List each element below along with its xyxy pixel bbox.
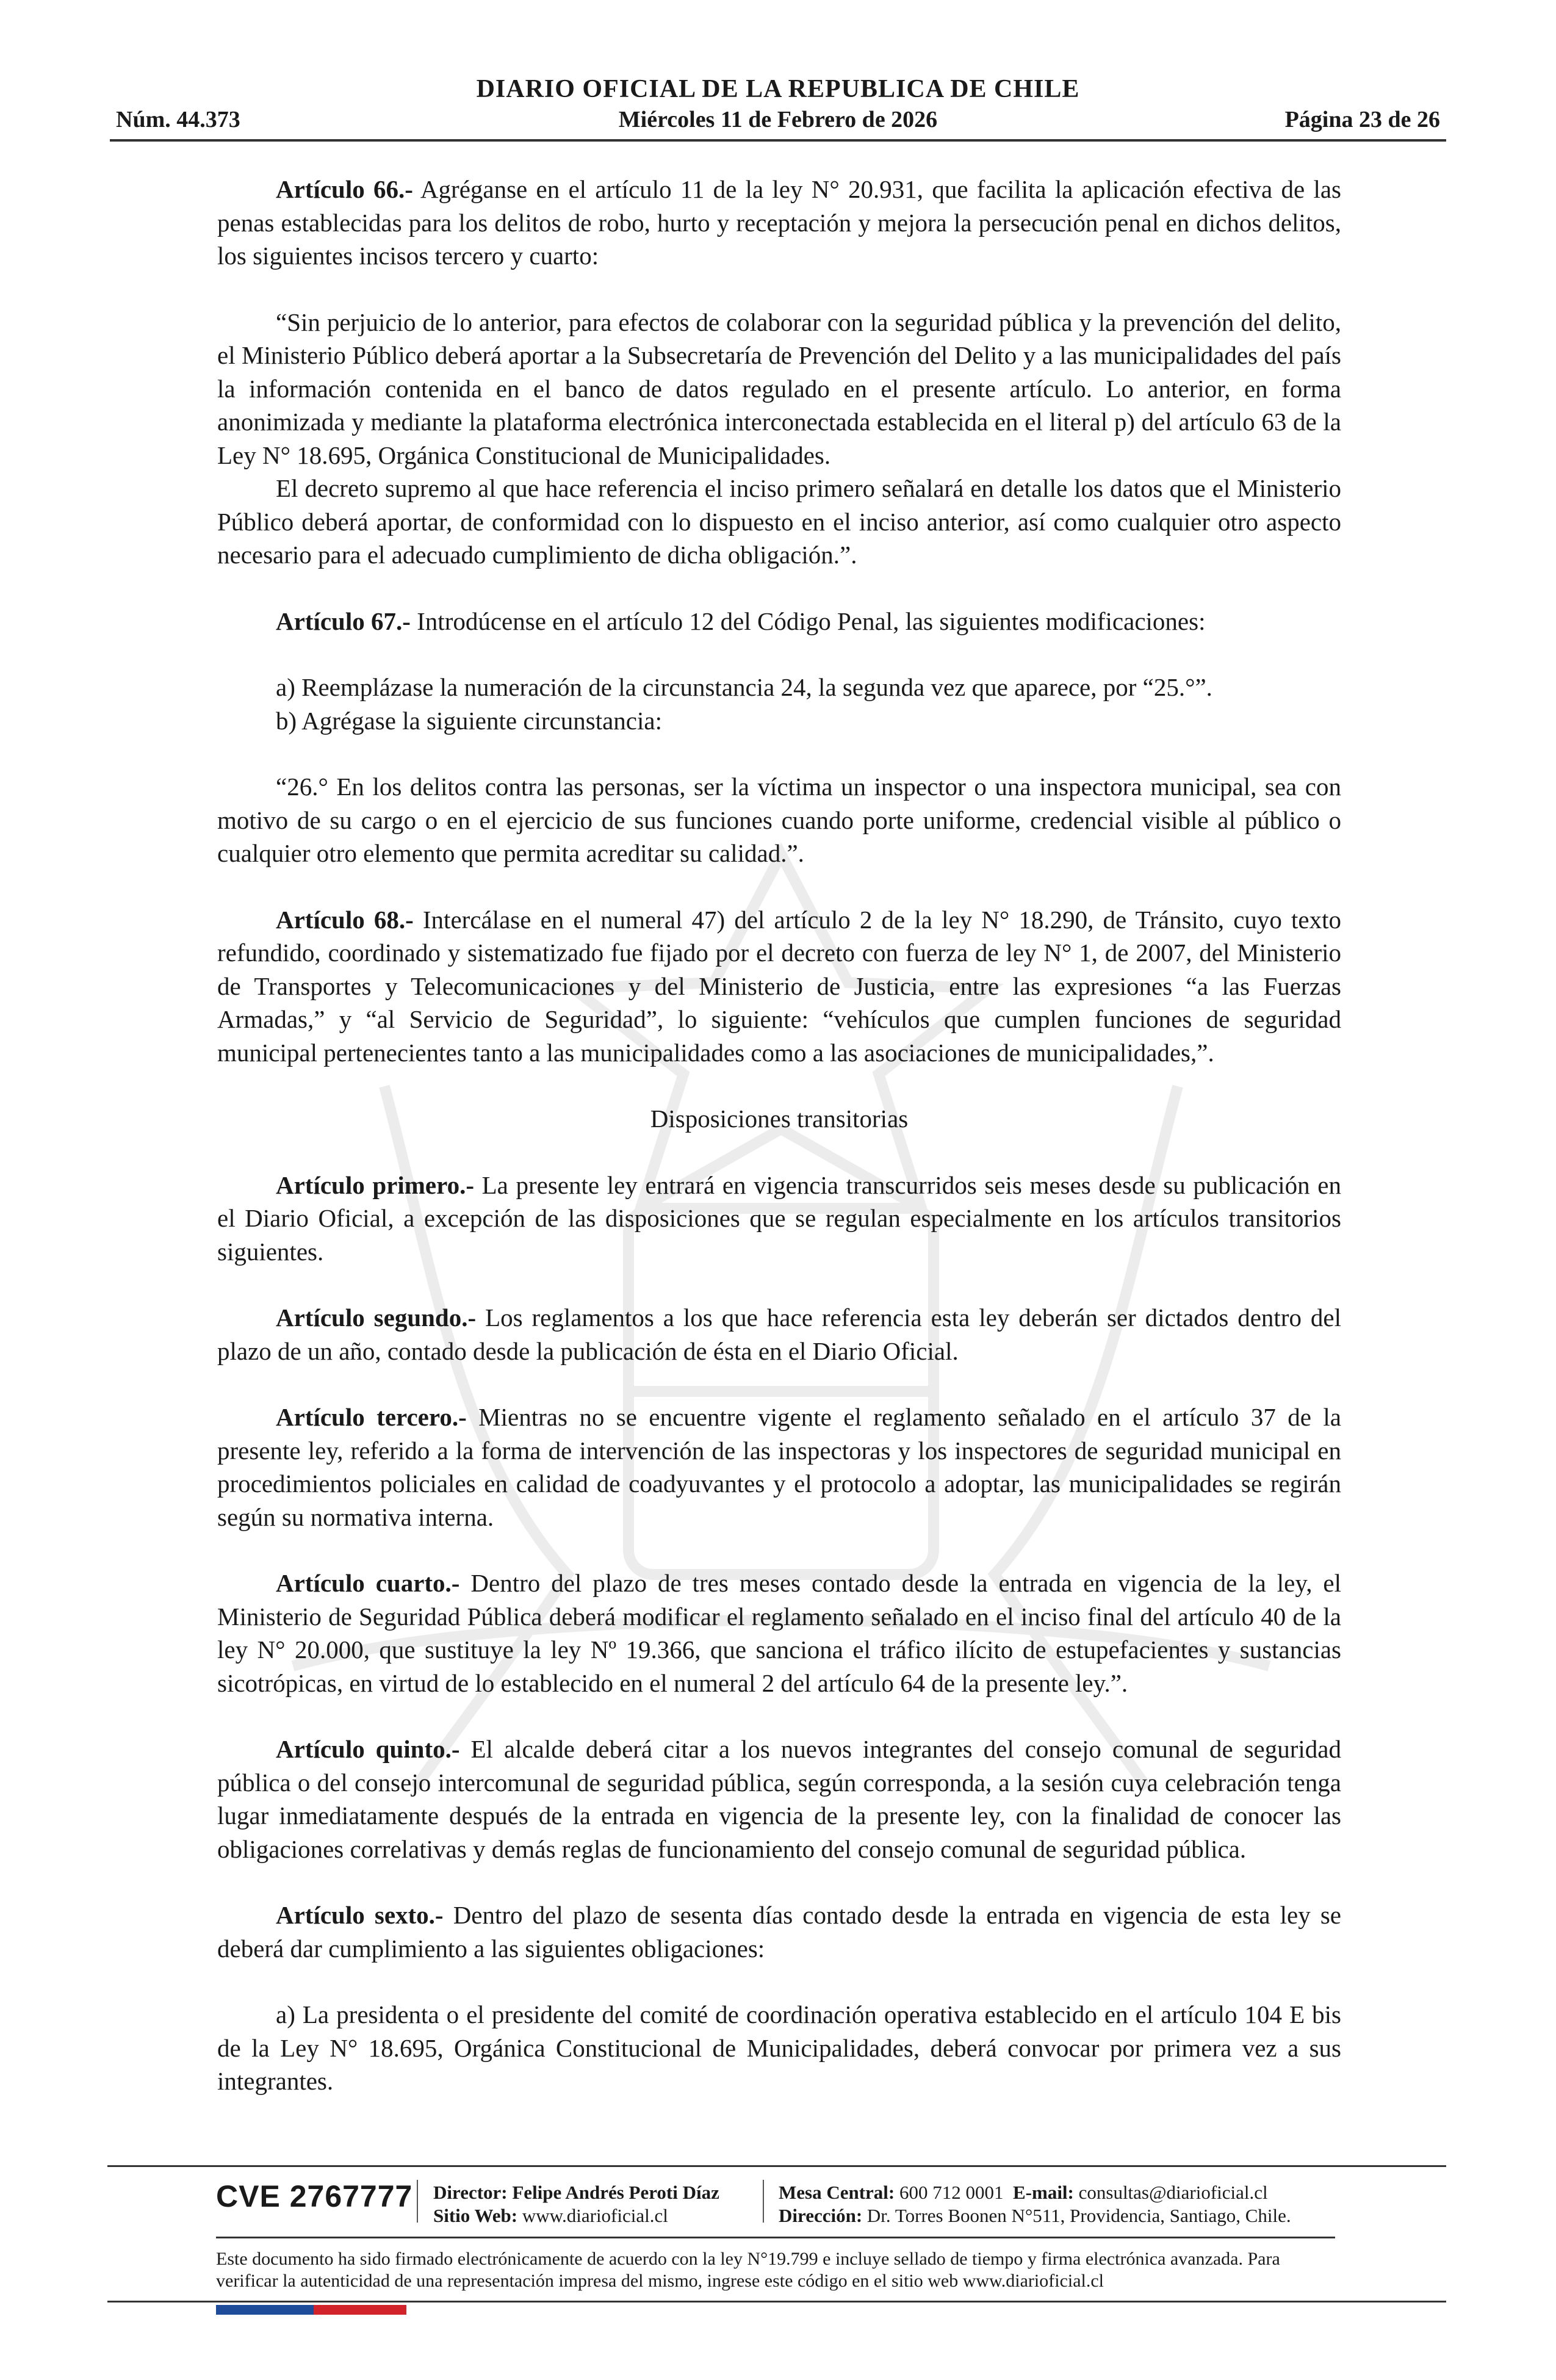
phone-number: 600 712 0001 (899, 2182, 1004, 2203)
list-item-a: a) Reemplázase la numeración de la circunstancia 24, la segunda vez que aparece, por “25.°”. (276, 673, 1212, 701)
article-heading: Artículo cuarto.- (276, 1569, 460, 1597)
article-heading: Artículo 67.- (276, 607, 411, 635)
paragraph-articulo-quinto: Artículo quinto.- El alcalde deberá citar a los nuevos integrantes del consejo comunal de seguridad pública o del consejo intercomunal de seguridad pública, según corresponda, a la sesión cuya celebración tenga lugar inmediatamente después de la entrada en vigencia de la presente ley, con la finalidad de conocer las obligaciones correlativas y demás reglas de funcionamiento del consejo comunal de seguridad pública. (217, 1735, 1341, 1863)
footer-separator (417, 2180, 418, 2223)
document-body (217, 173, 1341, 2098)
article-heading: Artículo 66.- (276, 175, 413, 203)
director-name: Felipe Andrés Peroti Díaz (512, 2182, 719, 2203)
website-link[interactable]: www.diarioficial.cl (522, 2205, 668, 2226)
article-heading: Artículo 68.- (276, 905, 414, 934)
page-header (110, 72, 1446, 145)
article-heading: Artículo primero.- (276, 1170, 474, 1199)
footer-separator (763, 2180, 764, 2223)
paragraph-articulo-primero: Artículo primero.- La presente ley entrará en vigencia transcurridos seis meses desde su publicación en el Diario Oficial, a excepción de las disposiciones que se regulan especialmente en los artículos transitorios siguientes. (217, 1170, 1341, 1266)
publication-title: DIARIO OFICIAL DE LA REPUBLICA DE CHILE (476, 75, 1080, 103)
page-number: Página 23 de 26 (1284, 107, 1440, 132)
list-item-b: b) Agrégase la siguiente circunstancia: (276, 706, 662, 735)
paragraph-articulo-cuarto: Artículo cuarto.- Dentro del plazo de tres meses contado desde la entrada en vigencia de la ley, el Ministerio de Seguridad Pública deberá modificar el reglamento señalado en el inciso final del artículo 40 de la ley N° 20.000, que sustituye la ley Nº 19.366, que sanciona el tráfico ilícito de estupefacientes y sustancias sicotrópicas, en virtud de lo establecido en el numeral 2 del artículo 64 de la presente ley.”. (217, 1569, 1341, 1697)
section-title: Disposiciones transitorias (650, 1105, 909, 1133)
paragraph-quote-2: El decreto supremo al que hace referencia el inciso primero señalará en detalle los datos que el Ministerio Público deberá aportar, de conformidad con lo dispuesto en el inciso anterior, así como cualquier otro aspecto necesario para el adecuado cumplimiento de dicha obligación.”. (217, 474, 1341, 569)
footer-contact-block: Mesa Central: 600 712 0001 E-mail: consultas@diarioficial.cl Dirección: Dr. Torres Boonen N°511, Providencia, Santiago, Chile. (779, 2182, 1291, 2226)
email-link[interactable]: consultas@diarioficial.cl (1078, 2182, 1268, 2203)
paragraph-quote-1: “Sin perjuicio de lo anterior, para efectos de colaborar con la seguridad pública y la prevención del delito, el Ministerio Público deberá aportar a la Subsecretaría de Prevención del Delito y a las municipalidades del país la información contenida en el banco de datos regulado en el presente artículo. Lo anterior, en forma anonimizada y mediante la plataforma electrónica interconectada establecida en el literal p) del artículo 63 de la Ley N° 18.695, Orgánica Constitucional de Municipalidades. (217, 308, 1341, 469)
flag-stripe-blue (216, 2305, 314, 2315)
footer-divider-bottom (107, 2301, 1446, 2302)
paragraph-quote-26: “26.° En los delitos contra las personas, ser la víctima un inspector o una inspectora municipal, sea con motivo de su cargo o en el ejercicio de sus funciones cuando porte uniforme, credencial visible al público o cualquier otro elemento que permita acreditar su calidad.”. (217, 773, 1341, 867)
paragraph-articulo-segundo: Artículo segundo.- Los reglamentos a los que hace referencia esta ley deberán ser dictados dentro del plazo de un año, contado desde la publicación de ésta en el Diario Oficial. (217, 1304, 1341, 1365)
paragraph-articulo-67: Artículo 67.- Introdúcense en el artículo 12 del Código Penal, las siguientes modificaciones: (276, 607, 1206, 635)
paragraph-articulo-tercero: Artículo tercero.- Mientras no se encuentre vigente el reglamento señalado en el artículo 37 de la presente ley, referido a la forma de intervención de las inspectoras y los inspectores de seguridad municipal en procedimientos policiales en calidad de coadyuvantes y el protocolo a adoptar, las municipalidades se regirán según su normativa interna. (217, 1403, 1341, 1531)
header-divider (110, 139, 1446, 142)
article-heading: Artículo sexto.- (276, 1901, 444, 1929)
paragraph-articulo-66: Artículo 66.- Agréganse en el artículo 11 de la ley N° 20.931, que facilita la aplicación efectiva de las penas establecidas para los delitos de robo, hurto y receptación y mejora la persecución penal en dichos delitos, los siguientes incisos tercero y cuarto: (217, 175, 1341, 270)
issue-date: Miércoles 11 de Febrero de 2026 (618, 107, 938, 132)
article-heading: Artículo segundo.- (276, 1304, 477, 1332)
legal-notice: Este documento ha sido firmado electrónicamente de acuerdo con la ley N°19.799 e incluye sellado de tiempo y firma electrónica avanzada. Para verificar la autenticidad de una representación impresa del mismo, ingrese este código en el sitio web www.diarioficial.cl (216, 2249, 1280, 2291)
footer-divider-top (107, 2165, 1446, 2167)
paragraph-articulo-68: Artículo 68.- Intercálase en el numeral 47) del artículo 2 de la ley N° 18.290, de Tránsito, cuyo texto refundido, coordinado y sistematizado fue fijado por el decreto con fuerza de ley N° 1, de 2007, del Ministerio de Transportes y Telecomunicaciones y del Ministerio de Justicia, entre las expresiones “a las Fuerzas Armadas,” y “al Servicio de Seguridad”, lo siguiente: “vehículos que cumplen funciones de seguridad municipal pertenecientes tanto a las municipalidades como a las asociaciones de municipalidades,”. (217, 905, 1341, 1067)
article-heading: Artículo quinto.- (276, 1735, 460, 1763)
paragraph-articulo-sexto: Artículo sexto.- Dentro del plazo de sesenta días contado desde la entrada en vigencia de esta ley se deberá dar cumplimiento a las siguientes obligaciones: (217, 1901, 1342, 1963)
flag-stripe-red (314, 2305, 406, 2315)
footer-divider-middle (216, 2237, 1335, 2238)
footer-director-block: Director: Felipe Andrés Peroti Díaz Sitio Web: www.diarioficial.cl (433, 2182, 719, 2226)
address: Dr. Torres Boonen N°511, Providencia, Santiago, Chile. (866, 2205, 1291, 2226)
cve-code: CVE 2767777 (216, 2179, 413, 2213)
article-heading: Artículo tercero.- (276, 1403, 467, 1431)
issue-number: Núm. 44.373 (116, 107, 240, 132)
list-item-a-sexto: a) La presidenta o el presidente del comité de coordinación operativa establecido en el artículo 104 E bis de la Ley N° 18.695, Orgánica Constitucional de Municipalidades, deberá convocar por primera vez a sus integrantes. (217, 2000, 1341, 2095)
